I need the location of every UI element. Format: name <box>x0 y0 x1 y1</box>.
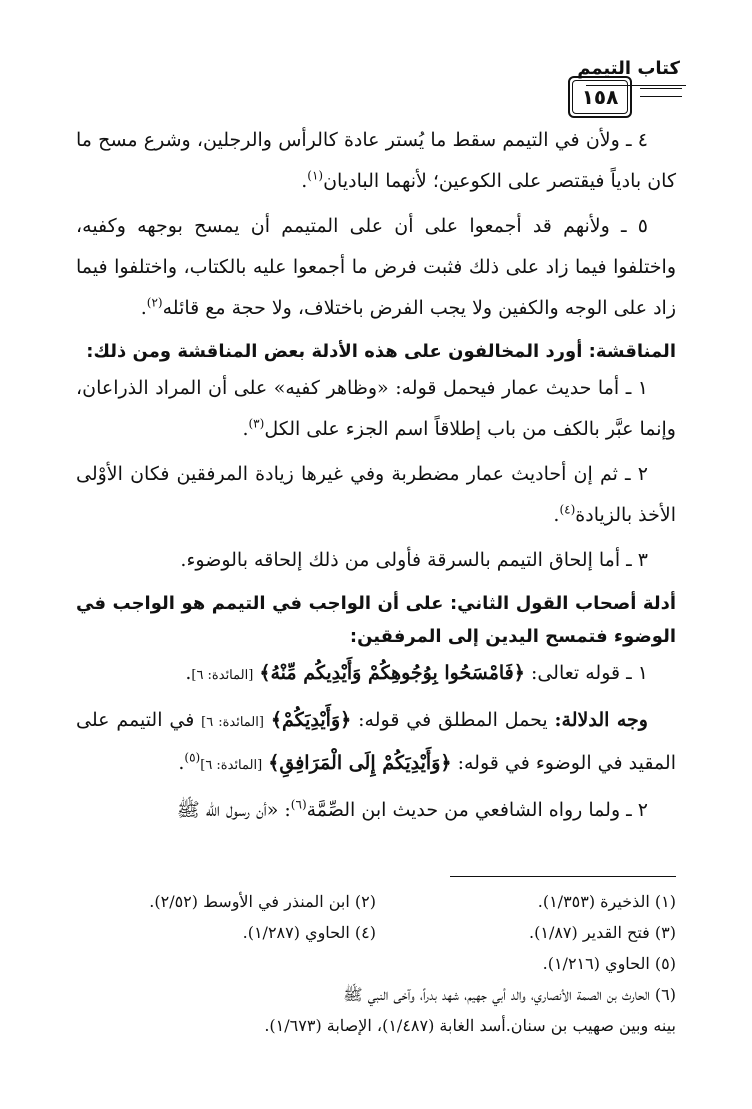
footnote-ref-4[interactable]: (٤) <box>559 502 576 517</box>
discussion-point-2: ٢ ـ ثم إن أحاديث عمار مضطربة وفي غيرها زيادة المرفقين فكان الأوْلى الأخذ بالزيادة$^{(٤)}$. <box>76 463 676 526</box>
footnote-6-line-2: بينه وبين صهيب بن سنان.أسد الغابة (١/٤٨٧)، الإصابة (١/٦٧٣). <box>264 1016 676 1035</box>
footnotes <box>76 886 676 1041</box>
footnote-ref-3[interactable]: (٣) <box>248 416 265 431</box>
footnote-2: (٢) ابن المنذر في الأوسط (٢/٥٢). <box>149 892 376 911</box>
quran-verse: ﴿فَامْسَحُوا بِوُجُوهِكُمْ وَأَيْدِيكُم مِّنْهُ﴾ <box>259 662 525 684</box>
main-text <box>76 120 676 835</box>
discussion-point-3: ٣ ـ أما إلحاق التيمم بالسرقة فأولى من ذلك إلحاقه بالوضوء. <box>180 549 648 571</box>
footnote-4: (٤) الحاوي (١/٢٨٧). <box>242 923 376 942</box>
footnote-1: (١) الذخيرة (١/٣٥٣). <box>537 892 676 911</box>
section-heading-discussion: المناقشة: أورد المخالفون على هذه الأدلة بعض المناقشة ومن ذلك: <box>86 341 676 362</box>
header-ornament-lines <box>640 88 682 97</box>
evidence-1: ١ ـ قوله تعالى: ﴿فَامْسَحُوا بِوُجُوهِكُمْ وَأَيْدِيكُم مِّنْهُ﴾ [المائدة: ٦]. <box>185 662 648 684</box>
footnote-ref-6[interactable]: (٦) <box>290 797 307 812</box>
verse-reference: [المائدة: ٦] <box>191 668 254 683</box>
footnote-3: (٣) فتح القدير (١/٨٧). <box>529 923 676 942</box>
evidence-2: ٢ ـ ولما رواه الشافعي من حديث ابن الصِّمَّة$^{(٦)}$: «أن رسول الله ﷺ <box>176 797 648 821</box>
footnote-ref-1[interactable]: (١) <box>307 168 324 183</box>
paragraph-4: ٤ ـ ولأن في التيمم سقط ما يُستر عادة كالرأس والرجلين، وشرع مسح ما كان بادياً فيقتصر على الكوعين؛ لأنهما الباديان$^{(١)}$. <box>76 129 676 192</box>
discussion-point-1: ١ ـ أما حديث عمار فيحمل قوله: «وظاهر كفيه» على أن المراد الذراعان، وإنما عبَّر بالكف من باب إطلاقاً اسم الجزء على الكل$^{(٣)}$. <box>76 377 676 440</box>
page-number <box>568 76 632 118</box>
paragraph-5: ٥ ـ ولأنهم قد أجمعوا على أن على المتيمم أن يمسح بوجهه وكفيه، واختلفوا فيما زاد على ذلك فثبت فرض ما أجمعوا عليه بالكتاب، واختلفوا فيما زاد على الوجه والكفين ولا يجب الفرض باختلاف، ولا حجة مع قائله$^{(٢)}$. <box>76 215 676 319</box>
footnote-5: (٥) الحاوي (١/٢١٦). <box>542 954 676 973</box>
footnote-separator <box>450 876 676 877</box>
evidence-explanation: وجه الدلالة: يحمل المطلق في قوله: ﴿وَأَيْدِيَكُمْ﴾ [المائدة: ٦] في التيمم على المقيد في الوضوء في قوله: ﴿وَأَيْدِيَكُمْ إِلَى الْمَرَافِقِ﴾ [المائدة: ٦]$^{(٥)}$. <box>76 709 676 774</box>
page-number-text: ١٥٨ <box>581 85 619 109</box>
footnote-ref-5[interactable]: (٥) <box>184 750 201 765</box>
footnote-6-line-1: (٦) الحارث بن الصمة الأنصاري، والد أبي جهيم، شهد بدراً، وآخى النبي ﷺ <box>343 985 676 1004</box>
running-title: كتاب التيمم <box>577 58 680 79</box>
section-heading-second-opinion: أدلة أصحاب القول الثاني: على أن الواجب في التيمم هو الواجب في الوضوء فتمسح اليدين إلى المرفقين: <box>76 593 676 647</box>
footnote-ref-2[interactable]: (٢) <box>146 295 163 310</box>
